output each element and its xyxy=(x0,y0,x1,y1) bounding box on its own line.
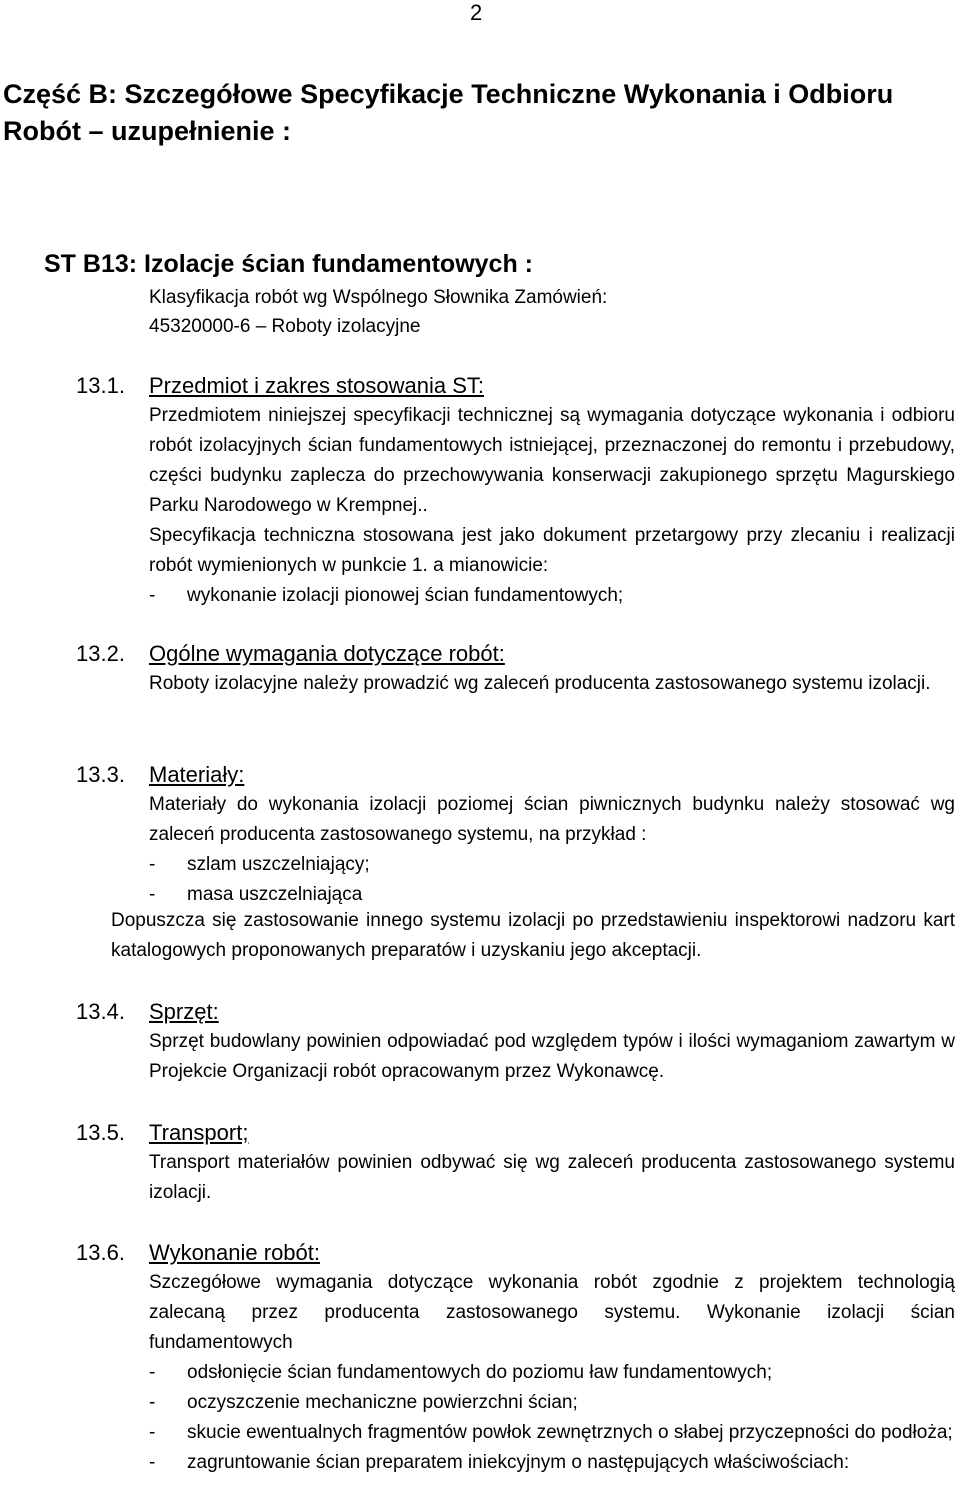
section-body xyxy=(149,1268,955,1478)
classification xyxy=(149,283,607,341)
section-number: 13.1. xyxy=(76,373,125,398)
list-item-text: zagruntowanie ścian preparatem iniekcyjnym o następujących właściwościach: xyxy=(187,1452,850,1473)
list-item xyxy=(149,850,955,880)
classification-line-1: Klasyfikacja robót wg Wspólnego Słownika Zamówień: xyxy=(149,287,608,308)
paragraph: Roboty izolacyjne należy prowadzić wg zaleceń producenta zastosowanego systemu izolacji. xyxy=(149,673,931,694)
section-body xyxy=(149,669,955,699)
page-number: 2 xyxy=(470,0,483,25)
section-number: 13.5. xyxy=(76,1120,125,1145)
dash-bullet: - xyxy=(149,1392,156,1413)
list-item xyxy=(149,581,955,611)
list-item-text: masa uszczelniająca xyxy=(187,884,363,905)
list-item-text: odsłonięcie ścian fundamentowych do poziomu ław fundamentowych; xyxy=(187,1362,773,1383)
dash-bullet: - xyxy=(149,854,156,875)
dash-bullet: - xyxy=(149,585,156,606)
list-item-text: szlam uszczelniający; xyxy=(187,854,370,875)
dash-bullet: - xyxy=(149,1362,156,1383)
dash-bullet: - xyxy=(149,1422,156,1443)
section-number: 13.6. xyxy=(76,1240,125,1265)
section-heading: Transport; xyxy=(149,1120,249,1145)
acceptance-note xyxy=(111,906,955,966)
section-heading: Ogólne wymagania dotyczące robót: xyxy=(149,641,505,666)
classification-line-2: 45320000-6 – Roboty izolacyjne xyxy=(149,316,421,337)
paragraph: Dopuszcza się zastosowanie innego systemu izolacji po przedstawieniu inspektorowi nadzoru kart katalogowych proponowanych preparatów i uzyskaniu jego akceptacji. xyxy=(111,910,955,961)
section-body xyxy=(149,790,955,910)
section-heading: Materiały: xyxy=(149,762,245,787)
section-number: 13.2. xyxy=(76,641,125,666)
list-item xyxy=(149,1448,955,1478)
section-heading: Wykonanie robót: xyxy=(149,1240,321,1265)
list-item xyxy=(149,1358,955,1388)
section-body xyxy=(149,1148,955,1208)
section-body xyxy=(149,401,955,611)
paragraph: Przedmiotem niniejszej specyfikacji technicznej są wymagania dotyczące wykonania i odbioru robót izolacyjnych ścian fundamentowych istniejącej, przeznaczonej do remontu i przebudowy, części budynku zaplecza do przechowywania konserwacji zakupionego sprzętu Magurskiego Parku Narodowego w Krempnej.. xyxy=(149,405,955,516)
paragraph: Materiały do wykonania izolacji poziomej ścian piwnicznych budynku należy stosować wg zaleceń producenta zastosowanego systemu, na przykład : xyxy=(149,794,955,845)
section-heading: Przedmiot i zakres stosowania ST: xyxy=(149,373,485,398)
list-item-text: oczyszczenie mechaniczne powierzchni ścian; xyxy=(187,1392,578,1413)
paragraph: Transport materiałów powinien odbywać się wg zaleceń producenta zastosowanego systemu izolacji. xyxy=(149,1152,955,1203)
list-item-text: wykonanie izolacji pionowej ścian fundamentowych; xyxy=(187,585,624,606)
list-item xyxy=(149,1418,955,1448)
paragraph: Sprzęt budowlany powinien odpowiadać pod względem typów i ilości wymaganiom zawartym w Projekcie Organizacji robót opracowanym przez Wykonawcę. xyxy=(149,1031,955,1082)
list-item-text: skucie ewentualnych fragmentów powłok zewnętrznych o słabej przyczepności do podłoża; xyxy=(187,1422,953,1443)
paragraph: Specyfikacja techniczna stosowana jest jako dokument przetargowy przy zlecaniu i realizacji robót wymienionych w punkcie 1. a mianowicie: xyxy=(149,525,955,576)
section-body xyxy=(149,1027,955,1087)
dash-bullet: - xyxy=(149,1452,156,1473)
section-heading: Sprzęt: xyxy=(149,999,219,1024)
list-item xyxy=(149,1388,955,1418)
paragraph: Szczegółowe wymagania dotyczące wykonania robót zgodnie z projektem technologią zalecaną przez producenta zastosowanego systemu. Wykonanie izolacji ścian fundamentowych xyxy=(149,1272,955,1353)
section-number: 13.3. xyxy=(76,762,125,787)
st-title: ST B13: Izolacje ścian fundamentowych : xyxy=(44,250,534,278)
dash-bullet: - xyxy=(149,884,156,905)
part-title: Część B: Szczegółowe Specyfikacje Techniczne Wykonania i Odbioru Robót – uzupełnienie : xyxy=(3,79,894,146)
section-number: 13.4. xyxy=(76,999,125,1024)
